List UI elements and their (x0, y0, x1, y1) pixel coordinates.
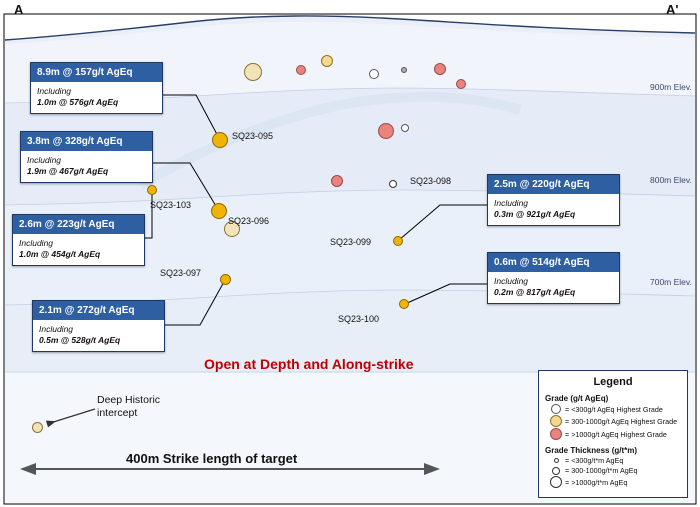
drill-result-dot (401, 124, 409, 132)
callout-head: 2.1m @ 272g/t AgEq (33, 301, 164, 320)
drill-result-dot (296, 65, 306, 75)
legend-thickness-label: = 300-1000g/t*m AgEq (565, 466, 638, 475)
drill-result-dot (434, 63, 446, 75)
section-end-label-a-prime: A' (666, 2, 679, 17)
callout-including-value: 0.2m @ 817g/t AgEq (494, 287, 576, 297)
legend-thickness-label: = <300g/t*m AgEq (565, 456, 624, 465)
hole-label-sq23-103: SQ23-103 (150, 200, 192, 210)
callout-head: 8.9m @ 157g/t AgEq (31, 63, 162, 82)
drill-result-dot (369, 69, 379, 79)
callout-sq23-103[interactable] (12, 214, 145, 266)
legend-grade-row (549, 404, 687, 414)
callout-body (13, 234, 144, 265)
callout-body (31, 82, 162, 113)
hole-label-sq23-095: SQ23-095 (232, 131, 274, 141)
legend-title: Legend (593, 376, 633, 388)
callout-sq23-098[interactable] (487, 174, 620, 226)
callout-head: 2.5m @ 220g/t AgEq (488, 175, 619, 194)
hole-label-sq23-097: SQ23-097 (160, 268, 202, 278)
legend-thickness-row (549, 476, 687, 488)
deep-historic-annotation (97, 394, 160, 420)
callout-body (488, 272, 619, 303)
legend-grade-swatch-icon (549, 428, 563, 440)
legend-thickness-row (549, 456, 687, 465)
legend-grade-label: = 300-1000g/t AgEq Highest Grade (565, 416, 678, 426)
legend-thickness-rows (539, 456, 687, 488)
callout-including-value: 1.0m @ 576g/t AgEq (37, 97, 119, 107)
legend-thickness-swatch-icon (549, 467, 563, 475)
drill-result-dot (401, 67, 407, 73)
callout-including-label: Including (39, 324, 74, 334)
drill-result-dot (211, 203, 227, 219)
drill-result-dot (147, 185, 157, 195)
hole-label-sq23-098: SQ23-098 (410, 176, 452, 186)
drill-result-dot (32, 422, 43, 433)
legend-thickness-row (549, 466, 687, 475)
callout-sq23-100[interactable] (487, 252, 620, 304)
drill-result-dot (220, 274, 231, 285)
legend-thickness-swatch-icon (549, 476, 563, 488)
callout-including-value: 0.3m @ 921g/t AgEq (494, 209, 576, 219)
legend-grade-row (549, 428, 687, 440)
callout-including-value: 1.0m @ 454g/t AgEq (19, 249, 101, 259)
legend-grade-row (549, 415, 687, 427)
drill-result-dot (244, 63, 262, 81)
callout-head: 0.6m @ 514g/t AgEq (488, 253, 619, 272)
callout-head: 3.8m @ 328g/t AgEq (21, 132, 152, 151)
callout-including-label: Including (494, 276, 529, 286)
deep-historic-line1: Deep Historic (97, 394, 161, 406)
hole-label-sq23-100: SQ23-100 (338, 314, 380, 324)
drill-result-dot (399, 299, 409, 309)
legend-grade-swatch-icon (549, 404, 563, 414)
callout-including-label: Including (494, 198, 529, 208)
legend-thickness-header: Grade Thickness (g/t*m) (545, 446, 638, 455)
strike-length-label: 400m Strike length of target (126, 451, 298, 466)
legend-thickness-label: = >1000g/t*m AgEq (565, 477, 628, 487)
elevation-label-900: 900m Elev. (650, 82, 692, 92)
legend-grade-header: Grade (g/t AgEq) (545, 394, 609, 403)
open-at-depth-text: Open at Depth and Along-strike (204, 356, 414, 372)
hole-label-sq23-096: SQ23-096 (228, 216, 270, 226)
callout-sq23-095[interactable] (30, 62, 163, 114)
section-end-label-a: A (14, 2, 24, 17)
legend-grade-label: = >1000g/t AgEq Highest Grade (565, 429, 667, 439)
drill-result-dot (378, 123, 394, 139)
callout-including-label: Including (37, 86, 72, 96)
callout-including-label: Including (27, 155, 62, 165)
legend-grade-label: = <300g/t AgEq Highest Grade (565, 404, 663, 414)
elevation-label-800: 800m Elev. (650, 175, 692, 185)
drill-result-dot (212, 132, 228, 148)
callout-including-value: 0.5m @ 528g/t AgEq (39, 335, 121, 345)
legend-grade-swatch-icon (549, 415, 563, 427)
callout-sq23-096[interactable] (20, 131, 153, 183)
callout-body (21, 151, 152, 182)
legend-thickness-swatch-icon (549, 458, 563, 463)
drill-result-dot (321, 55, 333, 67)
callout-body (33, 320, 164, 351)
callout-head: 2.6m @ 223g/t AgEq (13, 215, 144, 234)
callout-body (488, 194, 619, 225)
drill-result-dot (331, 175, 343, 187)
elevation-label-700: 700m Elev. (650, 277, 692, 287)
deep-historic-line2: intercept (97, 407, 138, 419)
drill-result-dot (456, 79, 466, 89)
legend-grade-rows (539, 404, 687, 440)
hole-label-sq23-099: SQ23-099 (330, 237, 372, 247)
callout-sq23-097[interactable] (32, 300, 165, 352)
legend-panel (538, 370, 688, 498)
callout-including-label: Including (19, 238, 54, 248)
drill-result-dot (393, 236, 403, 246)
callout-including-value: 1.9m @ 467g/t AgEq (27, 166, 109, 176)
drill-result-dot (389, 180, 397, 188)
